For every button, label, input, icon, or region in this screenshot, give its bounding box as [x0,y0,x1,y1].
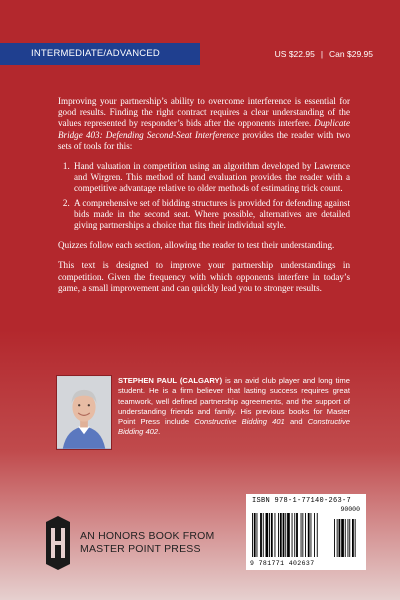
tools-list [58,161,350,231]
level-banner [0,43,200,65]
isbn-barcode [246,494,366,570]
level-label: INTERMEDIATE/ADVANCED [31,48,160,59]
author-bio-end: . [158,427,161,437]
author-photo [56,375,112,450]
publisher-line-2: MASTER POINT PRESS [80,542,201,555]
paragraph-1-tail: provides the reader with two sets of tools for this: [58,129,350,151]
isbn-number: ISBN 978-1-77140-263-7 [252,497,352,505]
previous-book-1: Constructive Bidding 401 [194,417,285,427]
price-separator: | [320,49,324,59]
author-bio-text: is an avid club player and long time student. He is a firm believer that lasting success requires great teamwork, well defined partnership agreements, and the support of understanding friends and family. His previous books for Master Point Press include [118,376,350,427]
paragraph-1-text: Improving your partnership’s ability to overcome interference is essential for good results. Finding the right contract requires a clear understanding of the values represented by responder’s bids after the opponents interfere. [58,96,350,129]
author-portrait-icon [57,376,111,449]
author-bio-and: and [284,417,308,427]
book-description [58,96,350,303]
price-line [275,49,373,59]
list-item: 1. Hand valuation in competition using an algorithm developed by Lawrence and Wirgren. This method of hand evaluation provides the reader with a competitive advantage relative to older methods of estimating trick count. [72,161,350,195]
price-can: Can $29.95 [329,49,373,59]
price-us: US $22.95 [274,49,315,59]
description-paragraph-3: This text is designed to improve your partnership understandings in competition. Given the frequency with which opponents interfere in today’s game, a small improvement and can quickly lead you to stronger results. [58,260,350,293]
publisher-block [44,515,214,570]
book-title-inline: Duplicate Bridge 403: Defending Second-Seat Interference [58,118,350,140]
description-paragraph-2: Quizzes follow each section, allowing the reader to test their understanding. [58,240,335,251]
description-paragraph-1 [58,96,350,152]
publisher-text [80,530,214,556]
ean-number: 9 781771 402637 [250,560,315,567]
previous-book-2: Constructive Bidding 402 [118,417,350,437]
author-bio [118,376,350,438]
publisher-line-1: AN HONORS BOOK FROM [80,529,215,542]
honors-h-logo-icon [44,516,72,570]
list-item: 2. A comprehensive set of bidding structures is provided for defending against bids made in the second seat. Where possible, alternatives are detailed giving partnerships a choice that fits their individual style. [72,198,350,232]
barcode-bars-icon [250,513,362,557]
author-name: STEPHEN PAUL (CALGARY) [118,376,223,385]
barcode-addon-number: 90000 [340,506,360,513]
